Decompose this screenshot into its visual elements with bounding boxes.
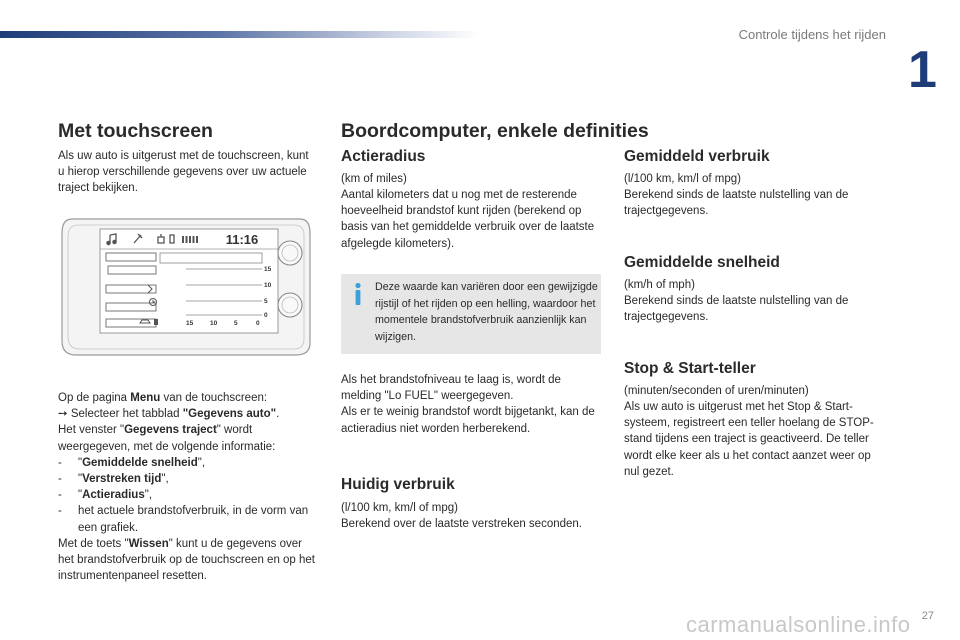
section-title-touchscreen: Met touchscreen bbox=[58, 120, 213, 142]
step-prefix: Selecteer het tabblad bbox=[67, 408, 183, 421]
header-color-bar bbox=[0, 31, 480, 38]
reset-key: Wissen bbox=[128, 537, 169, 550]
instructions-block bbox=[58, 390, 320, 584]
heading-actieradius: Actieradius bbox=[341, 148, 426, 165]
info-text: Deze waarde kan variëren door een gewijzigde rijstijl of het rijden op een helling, waardoor het momentele brandstofverbruik aanzienlijk kan wijzigen. bbox=[375, 281, 598, 343]
reset-suffix: " kunt u de gegevens over het brandstofverbruik op de touchscreen en op het instrumentenpaneel resetten. bbox=[58, 537, 316, 583]
step-suffix: . bbox=[276, 408, 280, 421]
gemiddeld-text: Berekend sinds de laatste nulstelling van de trajectgegevens. bbox=[624, 189, 849, 218]
graph-y-tick: 15 bbox=[264, 266, 272, 273]
list-item: - "Verstreken tijd", bbox=[58, 473, 169, 486]
watermark: carmanualsonline.info bbox=[686, 612, 911, 637]
page-number: 27 bbox=[921, 610, 934, 622]
low-fuel-text bbox=[341, 372, 603, 437]
snelheid-text: Berekend sinds de laatste nulstelling van de trajectgegevens. bbox=[624, 295, 849, 324]
list-item: - "Gemiddelde snelheid", bbox=[58, 456, 206, 469]
list-item: - "Actieradius", bbox=[58, 489, 153, 502]
graph-x-tick: 0 bbox=[256, 320, 260, 327]
info-icon bbox=[351, 282, 365, 306]
graph-y-tick: 10 bbox=[264, 282, 272, 289]
huidig-unit: (l/100 km, km/l of mpg) bbox=[341, 502, 458, 514]
screen-clock: 11:16 bbox=[225, 232, 259, 247]
gemiddeld-unit: (l/100 km, km/l of mpg) bbox=[624, 173, 741, 185]
low-fuel-line: Als er te weinig brandstof wordt bijgetankt, kan de actieradius niet worden herberekend. bbox=[341, 406, 595, 435]
section-title-definities: Boordcomputer, enkele definities bbox=[341, 120, 649, 142]
graph-x-tick: 5 bbox=[234, 320, 238, 327]
instructions-suffix: van de touchscreen: bbox=[160, 392, 268, 404]
instructions-prefix: Op de pagina bbox=[58, 392, 131, 404]
low-fuel-line: Als het brandstofniveau te laag is, wordt de melding "Lo FUEL" weergegeven. bbox=[341, 374, 561, 403]
heading-stop-start-teller: Stop & Start-teller bbox=[624, 360, 756, 377]
window-name: Gegevens traject bbox=[124, 424, 217, 437]
actieradius-text: Aantal kilometers dat u nog met de resterende hoeveelheid brandstof kunt rijden (berekend op basis van het gemiddelde verbruik over de laatste afgelegde kilometers). bbox=[341, 189, 595, 250]
heading-gemiddeld-verbruik: Gemiddeld verbruik bbox=[624, 148, 770, 165]
graph-x-tick: 15 bbox=[186, 320, 194, 327]
graph-x-tick: 10 bbox=[210, 320, 218, 327]
list-item: - het actuele brandstofverbruik, in de vorm van een grafiek. bbox=[58, 505, 309, 534]
stopstart-text: Als uw auto is uitgerust met het Stop & Start-systeem, registreert een teller hoelang de STOP-stand tijdens een traject is geactiveerd. De teller wordt elke keer als u het contact aanzet weer op nul gezet. bbox=[624, 401, 874, 478]
actieradius-unit: (km of miles) bbox=[341, 173, 407, 185]
chapter-number: 1 bbox=[908, 41, 937, 99]
info-box bbox=[341, 274, 601, 354]
graph-y-tick: 0 bbox=[264, 312, 268, 319]
window-suffix: " wordt weergegeven, met de volgende informatie: bbox=[58, 424, 276, 453]
tab-name: "Gegevens auto" bbox=[182, 408, 277, 421]
touchscreen-illustration bbox=[58, 211, 314, 361]
stopstart-unit: (minuten/seconden of uren/minuten) bbox=[624, 385, 809, 397]
heading-gemiddelde-snelheid: Gemiddelde snelheid bbox=[624, 254, 780, 271]
arrow-right-icon: ➙ bbox=[58, 408, 68, 421]
chapter-title: Controle tijdens het rijden bbox=[738, 27, 886, 42]
heading-huidig-verbruik: Huidig verbruik bbox=[341, 476, 455, 493]
intro-paragraph: Als uw auto is uitgerust met de touchscreen, kunt u hierop verschillende gegevens over uw actuele traject bekijken. bbox=[58, 150, 309, 195]
graph-y-tick: 5 bbox=[264, 298, 268, 305]
reset-prefix: Met de toets " bbox=[58, 537, 129, 550]
huidig-text: Berekend over de laatste verstreken seconden. bbox=[341, 518, 583, 530]
snelheid-unit: (km/h of mph) bbox=[624, 279, 695, 291]
window-prefix: Het venster " bbox=[58, 424, 125, 437]
menu-label: Menu bbox=[130, 392, 161, 404]
